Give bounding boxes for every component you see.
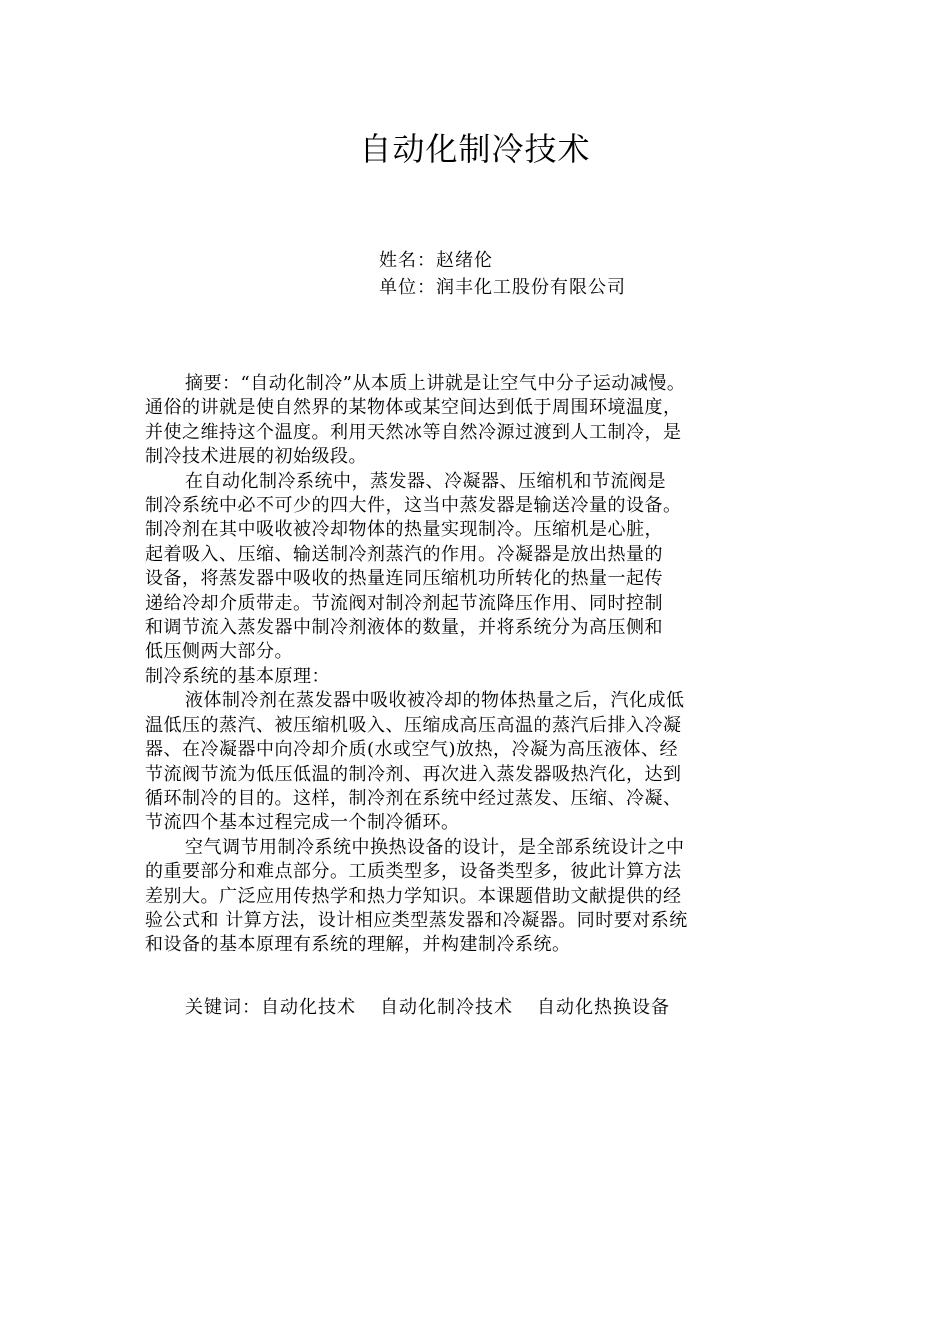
abstract-paragraph-2 <box>145 470 805 665</box>
text-line: 制冷系统中必不可少的四大件，这当中蒸发器是输送冷量的设备。 <box>145 495 682 517</box>
name-label: 姓名： <box>379 250 436 271</box>
text-line: 节流阀节流为低压低温的制冷剂、再次进入蒸发器吸热汽化，达到 <box>145 763 682 785</box>
text-line: 节流四个基本过程完成一个制冷循环。 <box>145 812 460 834</box>
section-heading: 制冷系统的基本原理： <box>145 665 330 687</box>
text-line: 器、在冷凝器中向冷却介质(水或空气)放热，冷凝为高压液体、经 <box>145 739 679 761</box>
text-line: 的重要部分和难点部分。工质类型多，设备类型多，彼此计算方法 <box>145 861 682 883</box>
abstract-body <box>145 372 805 958</box>
text-line: 验公式和 计算方法，设计相应类型蒸发器和冷凝器。同时要对系统 <box>145 909 688 931</box>
text-line: 温低压的蒸汽、被压缩机吸入、压缩成高压高温的蒸汽后排入冷凝 <box>145 714 682 736</box>
text-line: 和设备的基本原理有系统的理解，并构建制冷系统。 <box>145 934 571 956</box>
keywords-line <box>185 995 670 1021</box>
text-line: 并使之维持这个温度。利用天然冰等自然冷源过渡到人工制冷，是 <box>145 421 682 443</box>
text-line: 起着吸入、压缩、输送制冷剂蒸汽的作用。冷凝器是放出热量的 <box>145 543 663 565</box>
text-line: 空气调节用制冷系统中换热设备的设计，是全部系统设计之中 <box>185 836 685 858</box>
abstract-paragraph-4 <box>145 836 805 958</box>
document-title: 自动化制冷技术 <box>359 130 591 168</box>
text-line: 差别大。广泛应用传热学和热力学知识。本课题借助文献提供的经 <box>145 885 682 907</box>
unit-label: 单位： <box>379 277 436 298</box>
text-line: 在自动化制冷系统中，蒸发器、冷凝器、压缩机和节流阀是 <box>185 470 666 492</box>
keyword-item: 自动化制冷技术 <box>380 997 513 1018</box>
text-line: 低压侧两大部分。 <box>145 641 293 663</box>
text-line: 循环制冷的目的。这样，制冷剂在系统中经过蒸发、压缩、冷凝、 <box>145 787 682 809</box>
author-block <box>379 247 626 301</box>
name-value: 赵绪伦 <box>436 250 493 271</box>
author-name-row <box>379 247 626 274</box>
text-line: 液体制冷剂在蒸发器中吸收被冷却的物体热量之后，汽化成低 <box>185 690 685 712</box>
text-line: 制冷技术进展的初始级段。 <box>145 446 367 468</box>
author-unit-row <box>379 274 626 301</box>
text-line: 递给冷却介质带走。节流阀对制冷剂起节流降压作用、同时控制 <box>145 592 663 614</box>
keywords-label: 关键词： <box>185 997 261 1018</box>
abstract-paragraph-3 <box>145 689 805 835</box>
text-line: 摘要：“自动化制冷”从本质上讲就是让空气中分子运动减慢。 <box>185 373 686 394</box>
keyword-item: 自动化热换设备 <box>537 997 670 1018</box>
text-line: 和调节流入蒸发器中制冷剂液体的数量，并将系统分为高压侧和 <box>145 617 663 639</box>
text-line: 制冷剂在其中吸收被冷却物体的热量实现制冷。压缩机是心脏， <box>145 519 663 541</box>
text-line: 设备，将蒸发器中吸收的热量连同压缩机功所转化的热量一起传 <box>145 568 663 590</box>
unit-value: 润丰化工股份有限公司 <box>436 277 626 298</box>
abstract-label: 摘要： <box>185 373 241 394</box>
text-line: 通俗的讲就是使自然界的某物体或某空间达到低于周围环境温度， <box>145 397 682 419</box>
keyword-item: 自动化技术 <box>261 997 356 1018</box>
abstract-paragraph-1 <box>145 372 805 470</box>
